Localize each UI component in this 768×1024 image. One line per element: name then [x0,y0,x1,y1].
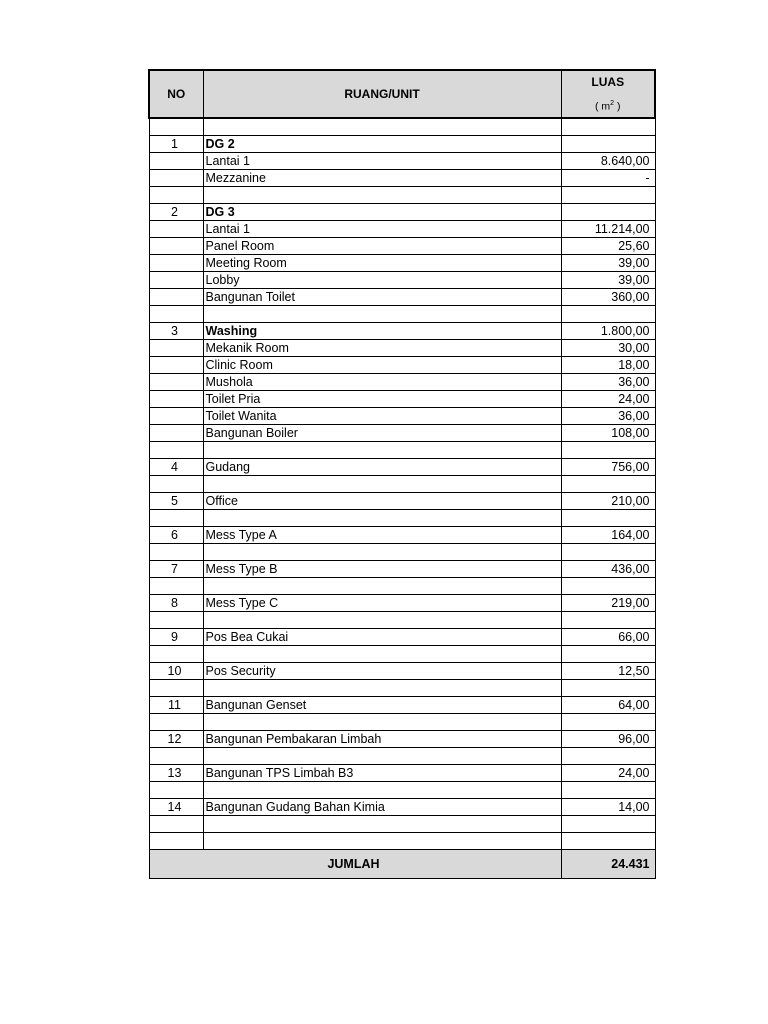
table-row [149,663,655,680]
cell-no [149,425,203,442]
cell-unit [203,680,561,697]
cell-luas: 360,00 [561,289,655,306]
cell-unit: Clinic Room [203,357,561,374]
cell-unit: Panel Room [203,238,561,255]
cell-unit [203,833,561,850]
cell-luas: 8.640,00 [561,153,655,170]
cell-unit: Mess Type C [203,595,561,612]
cell-no [149,221,203,238]
cell-luas: 219,00 [561,595,655,612]
table-row [149,408,655,425]
cell-luas: 25,60 [561,238,655,255]
cell-unit [203,306,561,323]
cell-no [149,187,203,204]
spacer-row [149,187,655,204]
cell-luas [561,204,655,221]
spacer-row [149,782,655,799]
cell-unit: Office [203,493,561,510]
cell-luas [561,782,655,799]
cell-unit [203,476,561,493]
header-luas-unit-suffix: ) [614,100,621,113]
cell-luas: 24,00 [561,391,655,408]
cell-luas [561,136,655,153]
table-row [149,255,655,272]
cell-no [149,646,203,663]
cell-luas: 436,00 [561,561,655,578]
cell-luas: 66,00 [561,629,655,646]
table-row [149,595,655,612]
cell-unit: Mekanik Room [203,340,561,357]
cell-no: 2 [149,204,203,221]
cell-no: 1 [149,136,203,153]
cell-no [149,510,203,527]
table-row [149,561,655,578]
cell-luas [561,187,655,204]
cell-no [149,442,203,459]
cell-no [149,578,203,595]
cell-unit [203,816,561,833]
cell-luas [561,833,655,850]
cell-unit: DG 2 [203,136,561,153]
cell-unit: Lantai 1 [203,221,561,238]
spacer-row [149,476,655,493]
table-row [149,459,655,476]
spacer-row [149,306,655,323]
cell-no [149,289,203,306]
cell-unit: Washing [203,323,561,340]
cell-unit [203,187,561,204]
table-row [149,765,655,782]
table-row [149,323,655,340]
cell-no [149,238,203,255]
cell-luas: 30,00 [561,340,655,357]
cell-luas [561,306,655,323]
table-row [149,238,655,255]
table-row [149,153,655,170]
spacer-row [149,510,655,527]
header-luas-unit-prefix: ( m [595,100,611,113]
cell-unit: Mushola [203,374,561,391]
cell-no: 5 [149,493,203,510]
total-row [149,850,655,879]
spacer-row [149,118,655,136]
cell-luas: 210,00 [561,493,655,510]
cell-unit: Bangunan Gudang Bahan Kimia [203,799,561,816]
cell-luas: 11.214,00 [561,221,655,238]
cell-no [149,153,203,170]
header-row [149,70,655,118]
cell-luas: 36,00 [561,408,655,425]
cell-no [149,714,203,731]
cell-no [149,374,203,391]
header-luas [561,70,655,118]
cell-no: 14 [149,799,203,816]
cell-no [149,340,203,357]
table-row [149,136,655,153]
spacer-row [149,612,655,629]
cell-no [149,255,203,272]
cell-unit: Bangunan TPS Limbah B3 [203,765,561,782]
cell-no [149,357,203,374]
cell-no: 11 [149,697,203,714]
cell-unit [203,714,561,731]
cell-no [149,408,203,425]
spacer-row [149,680,655,697]
cell-no [149,680,203,697]
table-row [149,374,655,391]
cell-no [149,782,203,799]
cell-luas [561,714,655,731]
cell-luas: 36,00 [561,374,655,391]
cell-unit: Mezzanine [203,170,561,187]
cell-unit: Toilet Pria [203,391,561,408]
table-row [149,425,655,442]
cell-luas: 1.800,00 [561,323,655,340]
table-body [149,118,655,850]
cell-unit: Bangunan Pembakaran Limbah [203,731,561,748]
cell-luas: 39,00 [561,272,655,289]
cell-no: 12 [149,731,203,748]
cell-unit: Bangunan Toilet [203,289,561,306]
cell-luas: 96,00 [561,731,655,748]
cell-no: 4 [149,459,203,476]
cell-no [149,833,203,850]
table-row [149,697,655,714]
cell-luas: 14,00 [561,799,655,816]
cell-no [149,170,203,187]
cell-no [149,544,203,561]
total-label: JUMLAH [149,850,561,879]
cell-luas: 12,50 [561,663,655,680]
table-row [149,731,655,748]
cell-luas: 64,00 [561,697,655,714]
cell-unit [203,510,561,527]
cell-luas [561,816,655,833]
cell-unit: Bangunan Genset [203,697,561,714]
header-luas-label: LUAS [591,74,625,89]
cell-unit: Toilet Wanita [203,408,561,425]
spacer-row [149,578,655,595]
table-row [149,272,655,289]
cell-luas [561,476,655,493]
cell-no: 8 [149,595,203,612]
cell-luas: 39,00 [561,255,655,272]
table-row [149,170,655,187]
cell-unit: Lobby [203,272,561,289]
cell-unit: Meeting Room [203,255,561,272]
cell-luas [561,510,655,527]
table-row [149,493,655,510]
cell-luas: 24,00 [561,765,655,782]
cell-no: 3 [149,323,203,340]
cell-unit [203,646,561,663]
cell-unit [203,748,561,765]
cell-no [149,391,203,408]
cell-unit [203,782,561,799]
cell-unit: Bangunan Boiler [203,425,561,442]
cell-luas: 108,00 [561,425,655,442]
cell-no: 10 [149,663,203,680]
cell-no [149,816,203,833]
cell-unit: Gudang [203,459,561,476]
table-row [149,391,655,408]
cell-no: 7 [149,561,203,578]
cell-unit: Lantai 1 [203,153,561,170]
spacer-row [149,714,655,731]
cell-unit: Mess Type A [203,527,561,544]
cell-no: 6 [149,527,203,544]
cell-no [149,748,203,765]
cell-unit [203,544,561,561]
cell-no: 9 [149,629,203,646]
spacer-row [149,748,655,765]
cell-unit [203,118,561,136]
header-luas-unit [562,96,655,115]
cell-unit: Pos Security [203,663,561,680]
cell-unit [203,612,561,629]
header-luas-unit-sup: 2 [610,99,615,107]
cell-luas [561,612,655,629]
cell-no [149,118,203,136]
table-row [149,799,655,816]
cell-no: 13 [149,765,203,782]
cell-luas: 164,00 [561,527,655,544]
cell-luas [561,578,655,595]
cell-luas [561,118,655,136]
spacer-row [149,646,655,663]
cell-luas: - [561,170,655,187]
table-row [149,527,655,544]
cell-no [149,272,203,289]
cell-unit [203,578,561,595]
spacer-row [149,442,655,459]
table-row [149,289,655,306]
spacer-row [149,833,655,850]
header-unit: RUANG/UNIT [203,70,561,118]
cell-no [149,612,203,629]
area-table-sheet [148,69,654,879]
cell-luas [561,646,655,663]
cell-unit: Mess Type B [203,561,561,578]
header-no: NO [149,70,203,118]
cell-unit: Pos Bea Cukai [203,629,561,646]
cell-luas [561,748,655,765]
table-row [149,221,655,238]
area-table [148,69,656,879]
table-row [149,629,655,646]
cell-luas: 18,00 [561,357,655,374]
spacer-row [149,544,655,561]
cell-luas [561,680,655,697]
cell-no [149,476,203,493]
cell-no [149,306,203,323]
total-value: 24.431 [561,850,655,879]
table-row [149,204,655,221]
table-row [149,357,655,374]
cell-unit: DG 3 [203,204,561,221]
cell-unit [203,442,561,459]
cell-luas [561,442,655,459]
spacer-row [149,816,655,833]
table-row [149,340,655,357]
cell-luas: 756,00 [561,459,655,476]
cell-luas [561,544,655,561]
